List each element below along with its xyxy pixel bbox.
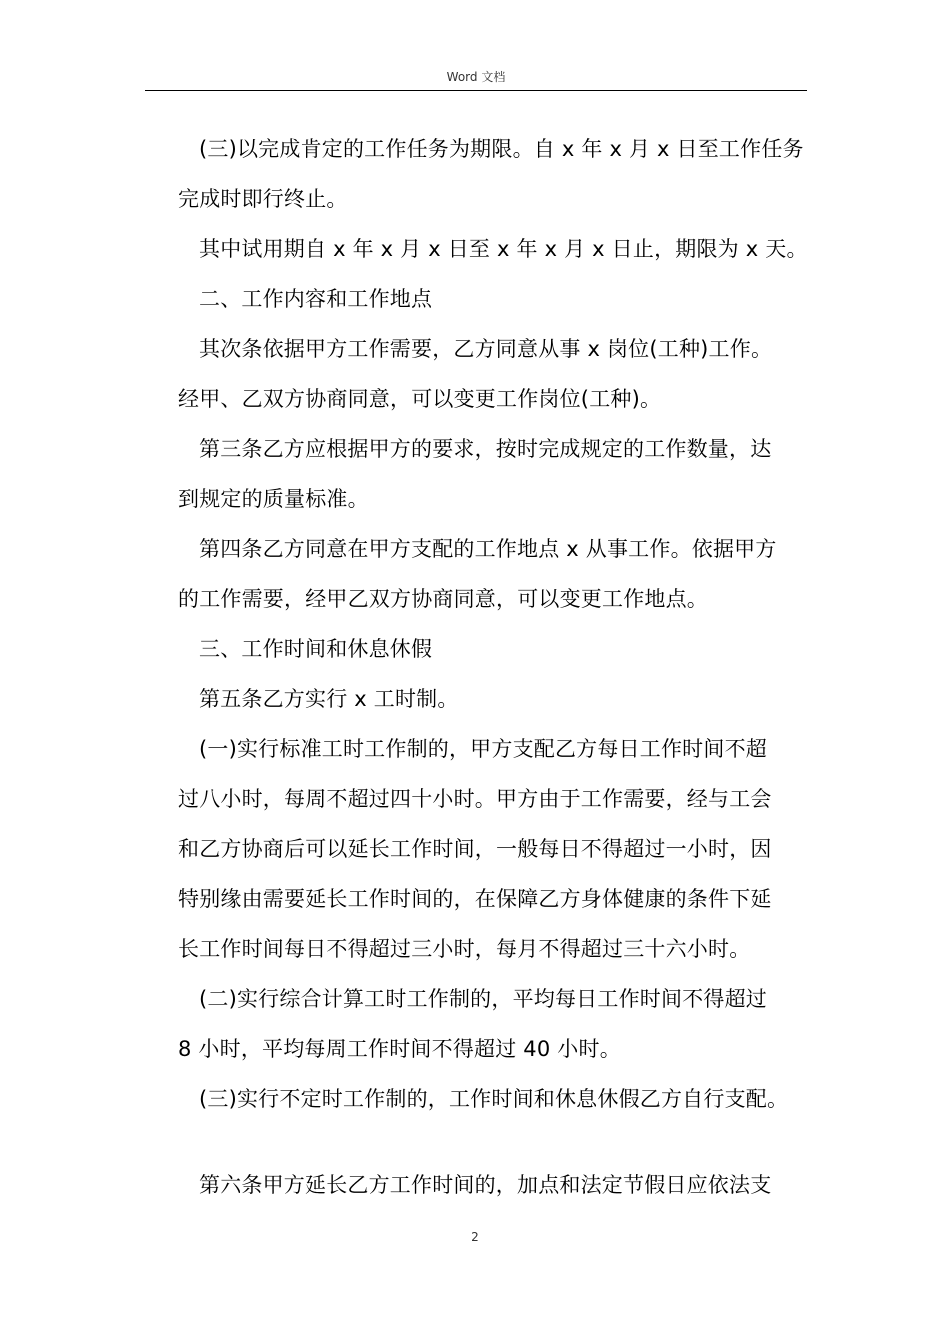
paragraph-line: 特别缘由需要延长工作时间的，在保障乙方身体健康的条件下延 xyxy=(178,887,772,911)
paragraph-line: 完成时即行终止。 xyxy=(178,187,348,211)
paragraph-line: (二)实行综合计算工时工作制的，平均每日工作时间不得超过 xyxy=(199,987,767,1011)
paragraph-line: 其次条依据甲方工作需要，乙方同意从事 x 岗位(工种)工作。 xyxy=(199,337,773,361)
page-header xyxy=(145,62,807,91)
paragraph-line: 第六条甲方延长乙方工作时间的，加点和法定节假日应依法支 xyxy=(199,1173,772,1197)
paragraph-line: (三)实行不定时工作制的，工作时间和休息休假乙方自行支配。 xyxy=(199,1087,789,1111)
paragraph-line: (三)以完成肯定的工作任务为期限。自 x 年 x 月 x 日至工作任务 xyxy=(199,137,804,161)
section-heading: 二、工作内容和工作地点 xyxy=(199,287,433,311)
paragraph-line: 第五条乙方实行 x 工时制。 xyxy=(199,687,459,711)
paragraph-line: 的工作需要，经甲乙双方协商同意，可以变更工作地点。 xyxy=(178,587,708,611)
paragraph-line: 经甲、乙双方协商同意，可以变更工作岗位(工种)。 xyxy=(178,387,662,411)
paragraph-line: (一)实行标准工时工作制的，甲方支配乙方每日工作时间不超 xyxy=(199,737,767,761)
paragraph-gap xyxy=(178,1124,806,1160)
paragraph-line: 第三条乙方应根据甲方的要求，按时完成规定的工作数量，达 xyxy=(199,437,772,461)
document-body xyxy=(178,124,806,1210)
paragraph-line: 长工作时间每日不得超过三小时，每月不得超过三十六小时。 xyxy=(178,937,751,961)
paragraph-line: 8 小时，平均每周工作时间不得超过 40 小时。 xyxy=(178,1037,621,1061)
section-heading: 三、工作时间和休息休假 xyxy=(199,637,433,661)
header-title: Word 文档 xyxy=(446,70,506,84)
page-number: 2 xyxy=(471,1230,479,1244)
paragraph-line: 和乙方协商后可以延长工作时间，一般每日不得超过一小时，因 xyxy=(178,837,772,861)
paragraph-line: 其中试用期自 x 年 x 月 x 日至 x 年 x 月 x 日止，期限为 x 天。 xyxy=(199,237,808,261)
paragraph-line: 过八小时，每周不超过四十小时。甲方由于工作需要，经与工会 xyxy=(178,787,772,811)
paragraph-line: 第四条乙方同意在甲方支配的工作地点 x 从事工作。依据甲方 xyxy=(199,537,777,561)
paragraph-line: 到规定的质量标准。 xyxy=(178,487,369,511)
